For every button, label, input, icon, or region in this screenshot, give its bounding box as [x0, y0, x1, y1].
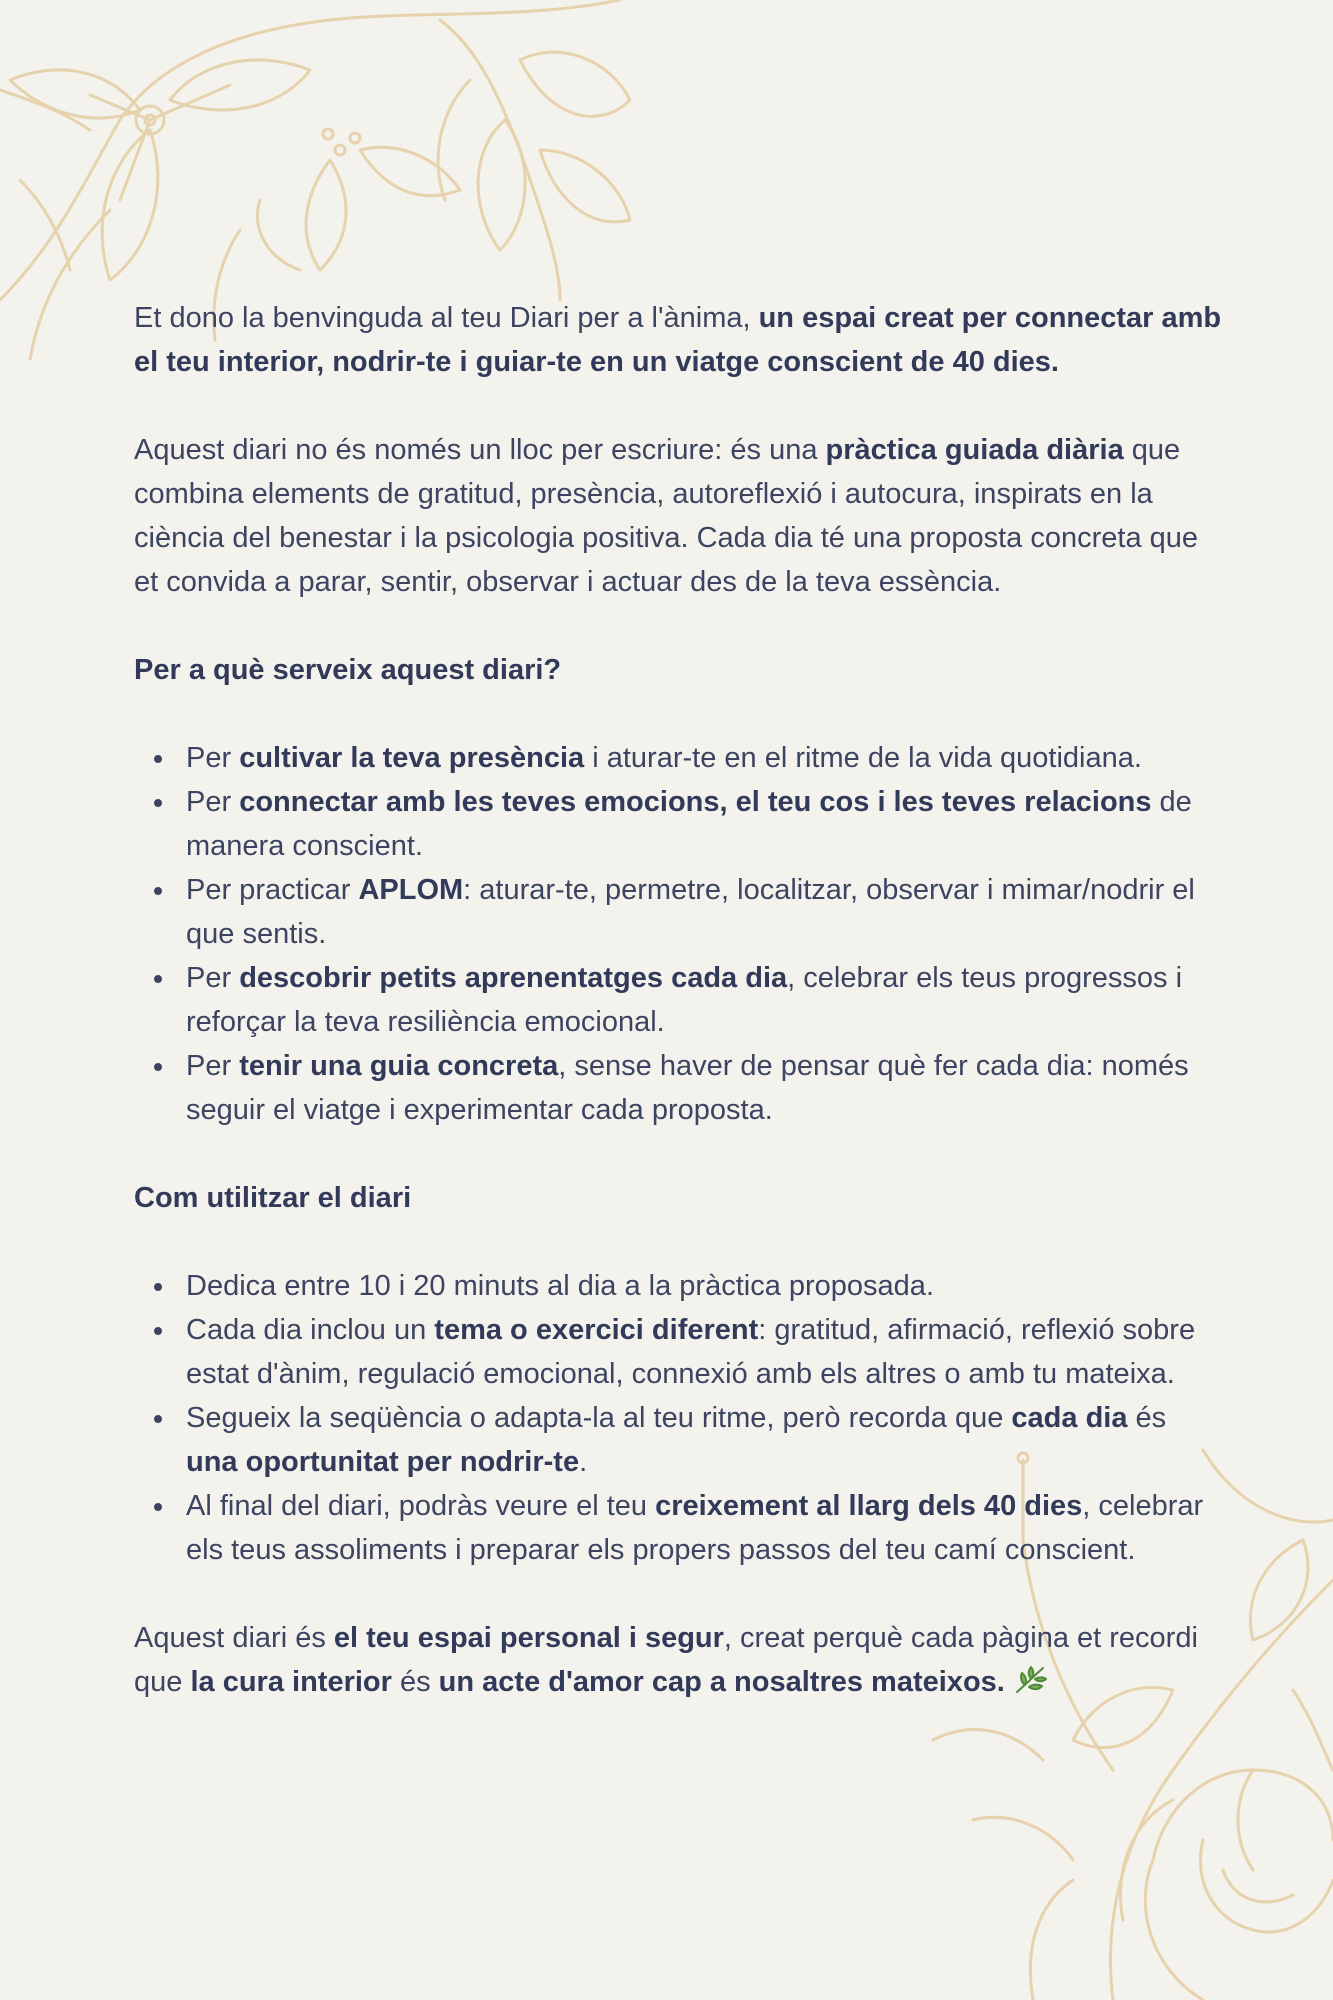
list-item: [186, 1264, 1224, 1308]
item-emphasis: APLOM: [358, 874, 464, 906]
item-text: Segueix la seqüència o adapta-la al teu ritme, però recorda que: [186, 1402, 1012, 1434]
list-item: [186, 1044, 1224, 1132]
usage-list: [134, 1264, 1224, 1572]
list-item: [186, 956, 1224, 1044]
item-emphasis: cada dia: [1011, 1402, 1128, 1434]
list-item: [186, 1308, 1224, 1396]
item-emphasis: tenir una guia concreta: [239, 1050, 559, 1082]
item-emphasis: connectar amb les teves emocions, el teu cos i les teves relacions: [239, 786, 1152, 818]
leaf-icon: [1013, 1665, 1047, 1695]
item-text: Per: [186, 742, 240, 774]
item-text: Per: [186, 962, 240, 994]
item-text: , celebrar els teus assoliments i preparar els propers passos del teu camí conscient.: [186, 1490, 1204, 1566]
item-text: .: [579, 1446, 588, 1478]
list-item: [186, 1484, 1224, 1572]
closing-emphasis: un acte d'amor cap a nosaltres mateixos.: [438, 1666, 1005, 1698]
item-emphasis: creixement al llarg dels 40 dies: [655, 1490, 1083, 1522]
closing-emphasis: la cura interior: [190, 1666, 392, 1698]
item-text: Per: [186, 1050, 240, 1082]
purpose-list: [134, 736, 1224, 1132]
list-item: [186, 736, 1224, 780]
item-text: : gratitud, afirmació, reflexió sobre estat d'ànim, regulació emocional, connexió amb els altres o amb tu mateixa.: [186, 1314, 1196, 1390]
intro-text: Et dono la benvinguda al teu Diari per a l'ànima,: [134, 302, 759, 334]
list-item: [186, 780, 1224, 868]
section-heading-purpose: Per a què serveix aquest diari?: [134, 654, 562, 686]
section-heading-usage: Com utilitzar el diari: [134, 1182, 412, 1214]
description-text: que combina elements de gratitud, presència, autoreflexió i autocura, inspirats en la ciència del benestar i la psicologia positiva. Cada dia té una proposta concreta que et convida a parar, sentir, observar i actuar des de la teva essència.: [134, 434, 1199, 598]
item-emphasis: tema o exercici diferent: [434, 1314, 759, 1346]
closing-emphasis: el teu espai personal i segur: [333, 1622, 724, 1654]
item-text: Dedica entre 10 i 20 minuts al dia a la pràctica proposada.: [186, 1270, 934, 1302]
item-emphasis: una oportunitat per nodrir-te: [186, 1446, 580, 1478]
item-text: , celebrar els teus progressos i reforçar la teva resiliència emocional.: [186, 962, 1183, 1038]
closing-text: és: [391, 1666, 439, 1698]
intro-emphasis: un espai creat per connectar amb el teu interior, nodrir-te i guiar-te en un viatge conscient de 40 dies.: [134, 302, 1222, 378]
item-text: Cada dia inclou un: [186, 1314, 435, 1346]
main-content: [134, 296, 1224, 1748]
closing-text: Aquest diari és: [134, 1622, 334, 1654]
item-text: Al final del diari, podràs veure el teu: [186, 1490, 656, 1522]
item-text: és: [1127, 1402, 1167, 1434]
description-emphasis: pràctica guiada diària: [825, 434, 1124, 466]
intro-paragraph-description: [134, 428, 1224, 604]
list-item: [186, 868, 1224, 956]
item-text: i aturar-te en el ritme de la vida quotidiana.: [584, 742, 1142, 774]
item-text: , sense haver de pensar què fer cada dia: només seguir el viatge i experimentar cada proposta.: [186, 1050, 1189, 1126]
item-text: de manera conscient.: [186, 786, 1192, 862]
closing-paragraph: [134, 1616, 1224, 1704]
item-emphasis: cultivar la teva presència: [239, 742, 585, 774]
intro-paragraph-welcome: [134, 296, 1224, 384]
item-emphasis: descobrir petits aprenentatges cada dia: [239, 962, 788, 994]
closing-text: , creat perquè cada pàgina et recordi que: [134, 1622, 1198, 1698]
item-text: Per: [186, 786, 240, 818]
item-text: Per practicar: [186, 874, 359, 906]
description-text: Aquest diari no és només un lloc per escriure: és una: [134, 434, 826, 466]
item-text: : aturar-te, permetre, localitzar, observar i mimar/nodrir el que sentis.: [186, 874, 1195, 950]
list-item: [186, 1396, 1224, 1484]
